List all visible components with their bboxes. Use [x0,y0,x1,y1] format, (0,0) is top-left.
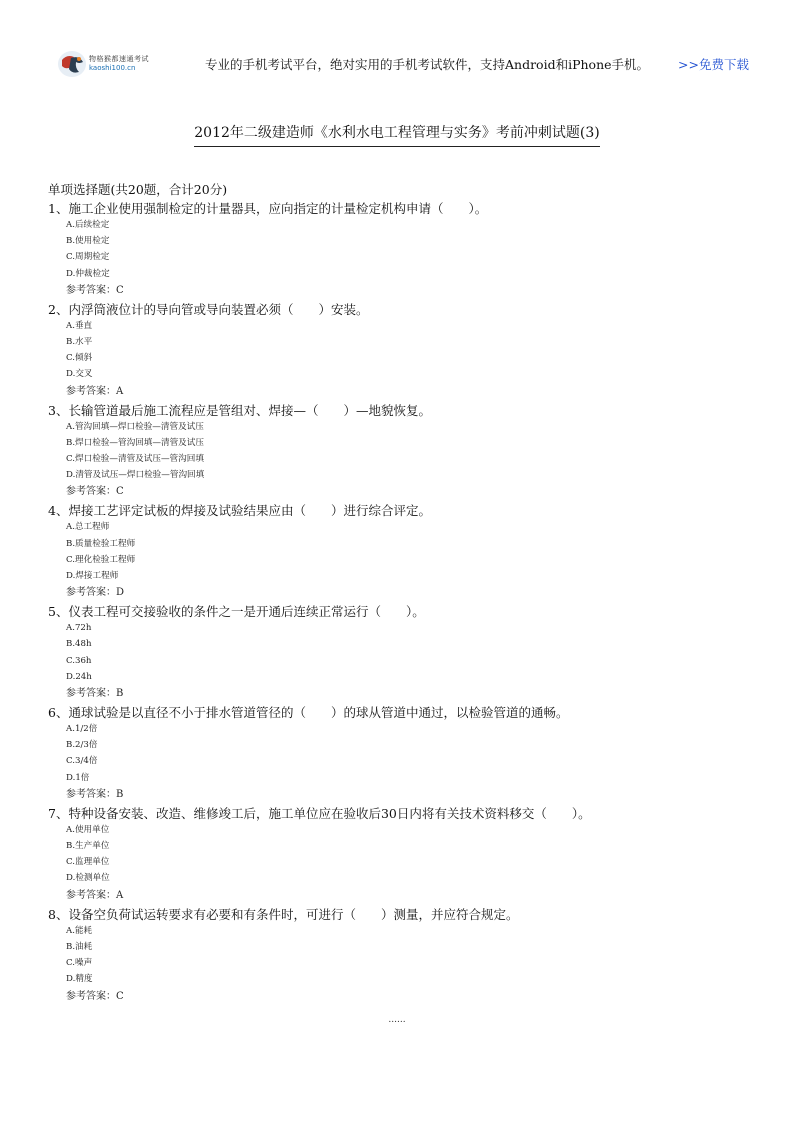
answer-option: A.1/2倍 [66,724,98,735]
logo-domain: kaoshi100.cn [89,64,136,72]
question-block [48,805,768,904]
answer-option: C.周期检定 [66,252,110,263]
page-header [55,48,755,82]
answer-option: A.72h [66,623,92,634]
reference-answer: 参考答案：A [66,889,124,901]
questions-container [48,200,768,1005]
reference-answer: 参考答案：B [66,688,124,700]
answer-option: C.噪声 [66,958,93,969]
question-block [48,704,768,803]
reference-answer: 参考答案：C [66,486,124,498]
question-text: 3、长输管道最后施工流程应是管组对、焊接—（ ）—地貌恢复。 [48,402,431,418]
answer-option: B.2/3倍 [66,740,98,751]
answer-option: B.质量检验工程师 [66,538,136,549]
question-block [48,301,768,400]
question-text: 2、内浮筒液位计的导向管或导向装置必须（ ）安装。 [48,301,369,317]
question-text: 4、焊接工艺评定试板的焊接及试验结果应由（ ）进行综合评定。 [48,503,431,519]
answer-option: C.理化检验工程师 [66,554,136,565]
answer-option: D.精度 [66,974,93,985]
question-text: 8、设备空负荷试运转要求有必要和有条件时，可进行（ ）测量，并应符合规定。 [48,906,519,922]
logo-tagline: 物格猴都速通考试 [89,55,149,63]
answer-option: D.检测单位 [66,873,110,884]
answer-option: D.焊接工程师 [66,571,119,582]
page-continuation: ...... [388,1015,406,1025]
answer-option: B.焊口检验—管沟回填—清管及试压 [66,437,204,448]
reference-answer: 参考答案：A [66,385,124,397]
answer-option: A.管沟回填—焊口检验—清管及试压 [66,421,204,432]
answer-option: D.仲裁检定 [66,268,110,279]
answer-option: D.24h [66,671,92,682]
answer-option: C.监理单位 [66,857,110,868]
answer-option: C.3/4倍 [66,756,98,767]
free-download-link[interactable]: >>免费下载 [678,57,749,72]
reference-answer: 参考答案：C [66,284,124,296]
answer-option: B.油耗 [66,941,93,952]
question-block [48,603,768,702]
logo-mark-icon [57,50,87,78]
question-text: 7、特种设备安装、改造、维修竣工后，施工单位应在验收后30日内将有关技术资料移交（ ）。 [48,805,591,821]
answer-option: C.焊口检验—清管及试压—管沟回填 [66,454,204,465]
question-block [48,200,768,299]
question-block [48,906,768,1005]
question-text: 6、通球试验是以直径不小于排水管道管径的（ ）的球从管道中通过，以检验管道的通畅。 [48,705,569,721]
header-slogan: 专业的手机考试平台，绝对实用的手机考试软件，支持Android和iPhone手机。 [205,57,650,72]
answer-option: A.使用单位 [66,824,110,835]
section-heading: 单项选择题(共20题，合计20分) [48,182,228,197]
answer-option: B.生产单位 [66,841,110,852]
document-title [0,122,794,147]
answer-option: A.总工程师 [66,522,110,533]
document-title-text: 2012年二级建造师《水利水电工程管理与实务》考前冲刺试题(3) [194,122,599,147]
site-logo[interactable] [55,48,175,80]
reference-answer: 参考答案：B [66,788,124,800]
answer-option: D.清管及试压—焊口检验—管沟回填 [66,470,205,481]
answer-option: B.48h [66,639,92,650]
question-text: 5、仪表工程可交接验收的条件之一是开通后连续正常运行（ ）。 [48,604,425,620]
question-text: 1、施工企业使用强制检定的计量器具，应向指定的计量检定机构申请（ ）。 [48,201,488,216]
answer-option: B.使用检定 [66,236,110,247]
answer-option: C.倾斜 [66,353,93,364]
answer-option: A.垂直 [66,320,93,331]
answer-option: A.后续检定 [66,220,110,230]
answer-option: C.36h [66,655,92,666]
question-block [48,402,768,501]
answer-option: D.交叉 [66,369,93,380]
reference-answer: 参考答案：D [66,587,125,599]
answer-option: B.水平 [66,337,93,348]
question-block [48,502,768,601]
reference-answer: 参考答案：C [66,990,124,1002]
answer-option: D.1倍 [66,772,90,783]
answer-option: A.能耗 [66,925,93,936]
question-list [48,181,768,1005]
